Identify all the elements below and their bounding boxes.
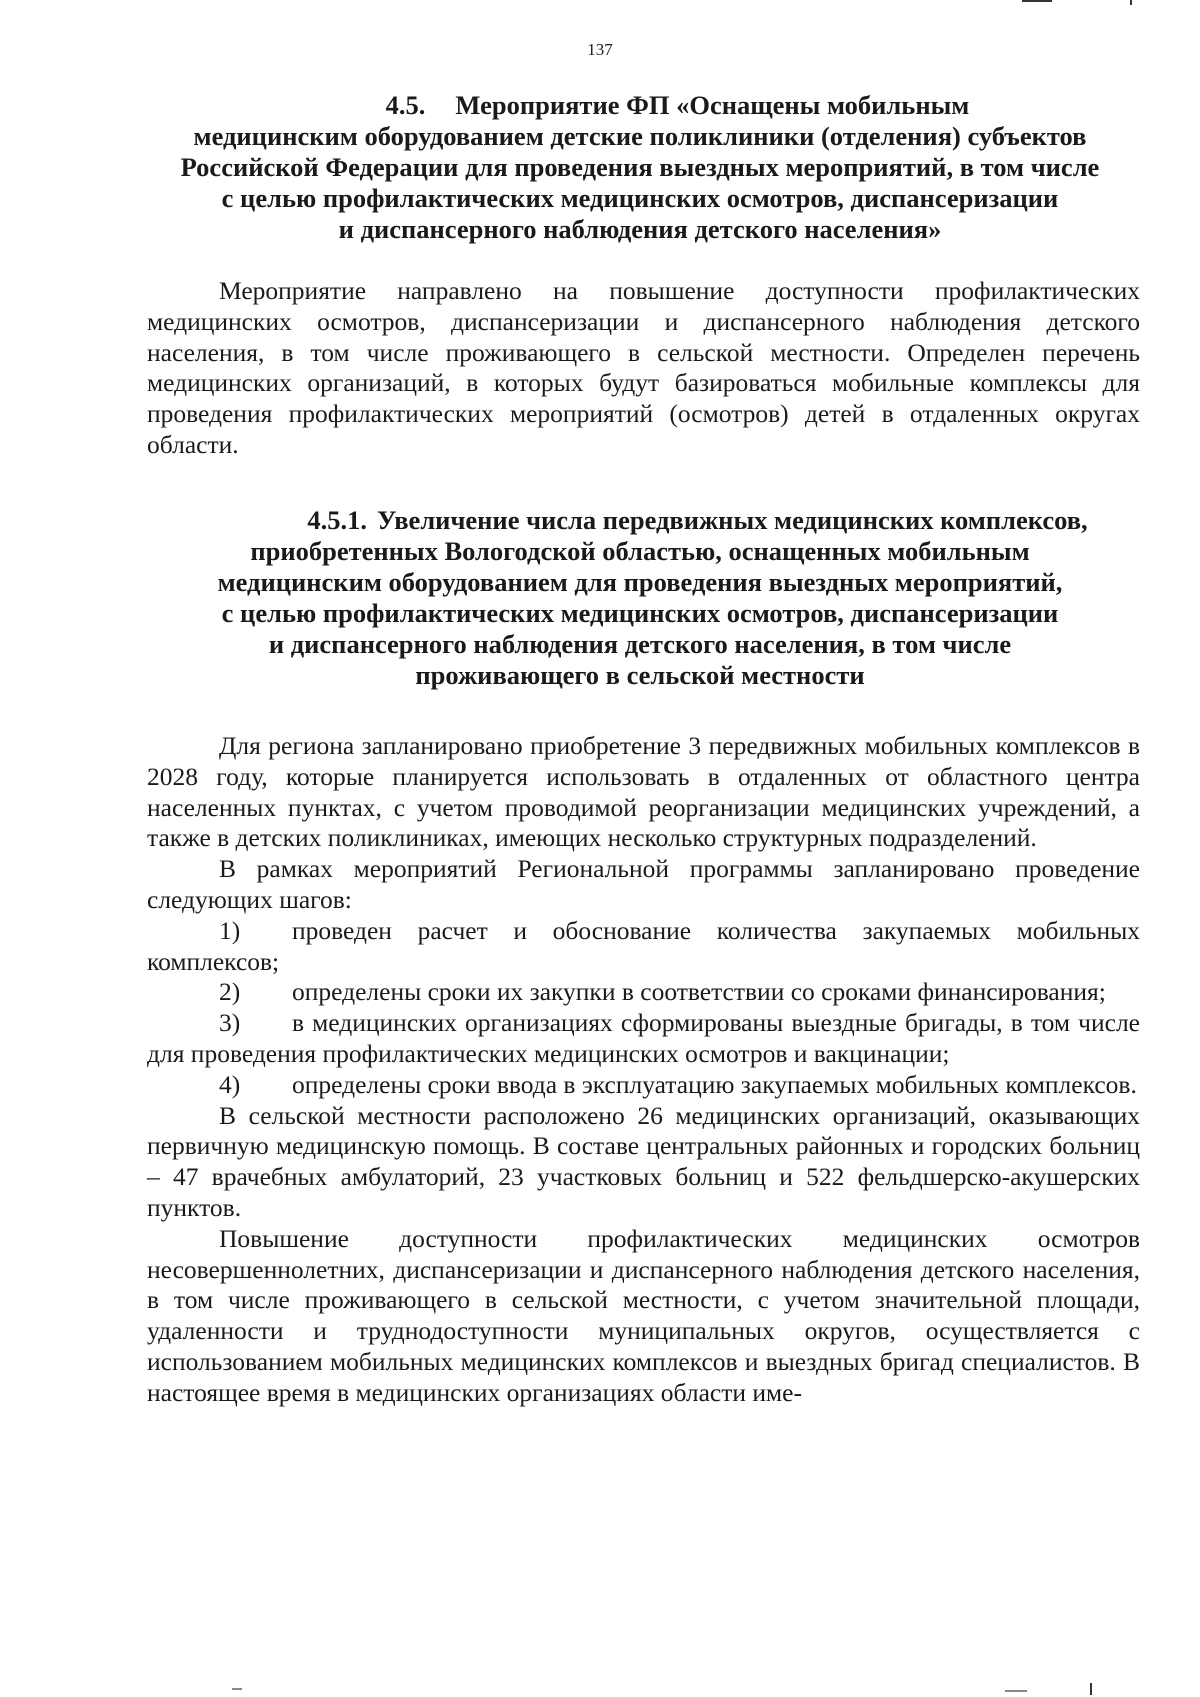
list-item: 2) определены сроки их закупки в соответствии со сроками финансирования; bbox=[219, 977, 1106, 1007]
section-4-5-1-heading bbox=[135, 505, 1145, 691]
list-marker: 1) bbox=[219, 915, 241, 945]
heading-line: проживающего в сельской местности bbox=[415, 660, 865, 690]
section-4-5-1-body bbox=[147, 731, 1140, 1409]
list-item: 3) в медицинских организациях сформированы выездные бригады, в том числе для проведения профилактических медицинских осмотров и вакцинации; bbox=[147, 1008, 1140, 1068]
heading-line: 4.5.1. Увеличение числа передвижных медицинских комплексов, bbox=[307, 505, 1088, 535]
paragraph: В сельской местности расположено 26 медицинских организаций, оказывающих первичную медицинскую помощь. В составе центральных районных и городских больниц – 47 врачебных амбулаторий, 23 участковых больниц и 522 фельдшерско-акушерских пунктов. bbox=[147, 1100, 1140, 1222]
heading-line: и диспансерного наблюдения детского населения, в том числе bbox=[268, 629, 1012, 659]
list-marker: 3) bbox=[219, 1008, 241, 1038]
scan-artifact bbox=[1130, 0, 1132, 5]
heading-line: Российской Федерации для проведения выездных мероприятий, в том числе bbox=[180, 152, 1100, 182]
heading-line: с целью профилактических медицинских осмотров, диспансеризации bbox=[221, 183, 1059, 213]
paragraph: В рамках мероприятий Региональной программы запланировано проведение следующих шагов: bbox=[147, 854, 1140, 914]
heading-line: с целью профилактических медицинских осмотров, диспансеризации bbox=[221, 598, 1059, 628]
section-number: 4.5. bbox=[385, 90, 426, 120]
scan-artifact bbox=[232, 1688, 242, 1690]
heading-line: медицинским оборудованием детские поликлиники (отделения) субъектов bbox=[193, 121, 1087, 151]
section-number: 4.5.1. bbox=[307, 505, 367, 535]
paragraph: Повышение доступности профилактических медицинских осмотров несовершеннолетних, диспансеризации и диспансерного наблюдения детского населения, в том числе проживающего в сельской местности, с учетом значительной площади, удаленности и труднодоступности муниципальных округов, осуществляется с использованием мобильных медицинских комплексов и выездных бригад специалистов. В настоящее время в медицинских организациях области име- bbox=[147, 1223, 1140, 1407]
list-marker: 4) bbox=[219, 1069, 241, 1099]
heading-line: и диспансерного наблюдения детского населения» bbox=[338, 214, 942, 244]
section-4-5-body bbox=[147, 276, 1140, 461]
list-item: 1) проведен расчет и обоснование количества закупаемых мобильных комплексов; bbox=[147, 915, 1140, 976]
heading-line: медицинским оборудованием для проведения выездных мероприятий, bbox=[217, 567, 1063, 597]
section-4-5-heading bbox=[135, 90, 1145, 245]
scan-artifact bbox=[1022, 0, 1052, 2]
heading-line: 4.5. Мероприятие ФП «Оснащены мобильным bbox=[385, 90, 970, 120]
list-item: 4) определены сроки ввода в эксплуатацию закупаемых мобильных комплексов. bbox=[219, 1069, 1137, 1099]
heading-line: приобретенных Вологодской областью, оснащенных мобильным bbox=[250, 536, 1030, 566]
scan-artifact bbox=[1005, 1690, 1027, 1692]
list-marker: 2) bbox=[219, 977, 241, 1007]
paragraph: Мероприятие направлено на повышение доступности профилактических медицинских осмотров, диспансеризации и диспансерного наблюдения детского населения, в том числе проживающего в сельской местности. Определен перечень медицинских организаций, в которых будут базироваться мобильные комплексы для проведения профилактических мероприятий (осмотров) детей в отдаленных округах области. bbox=[147, 276, 1140, 459]
scan-artifact bbox=[1090, 1683, 1092, 1695]
paragraph: Для региона запланировано приобретение 3 передвижных мобильных комплексов в 2028 году, которые планируется использовать в отдаленных от областного центра населенных пунктах, с учетом проводимой реорганизации медицинских учреждений, а также в детских поликлиниках, имеющих несколько структурных подразделений. bbox=[147, 731, 1140, 853]
page-number: 137 bbox=[587, 40, 613, 59]
